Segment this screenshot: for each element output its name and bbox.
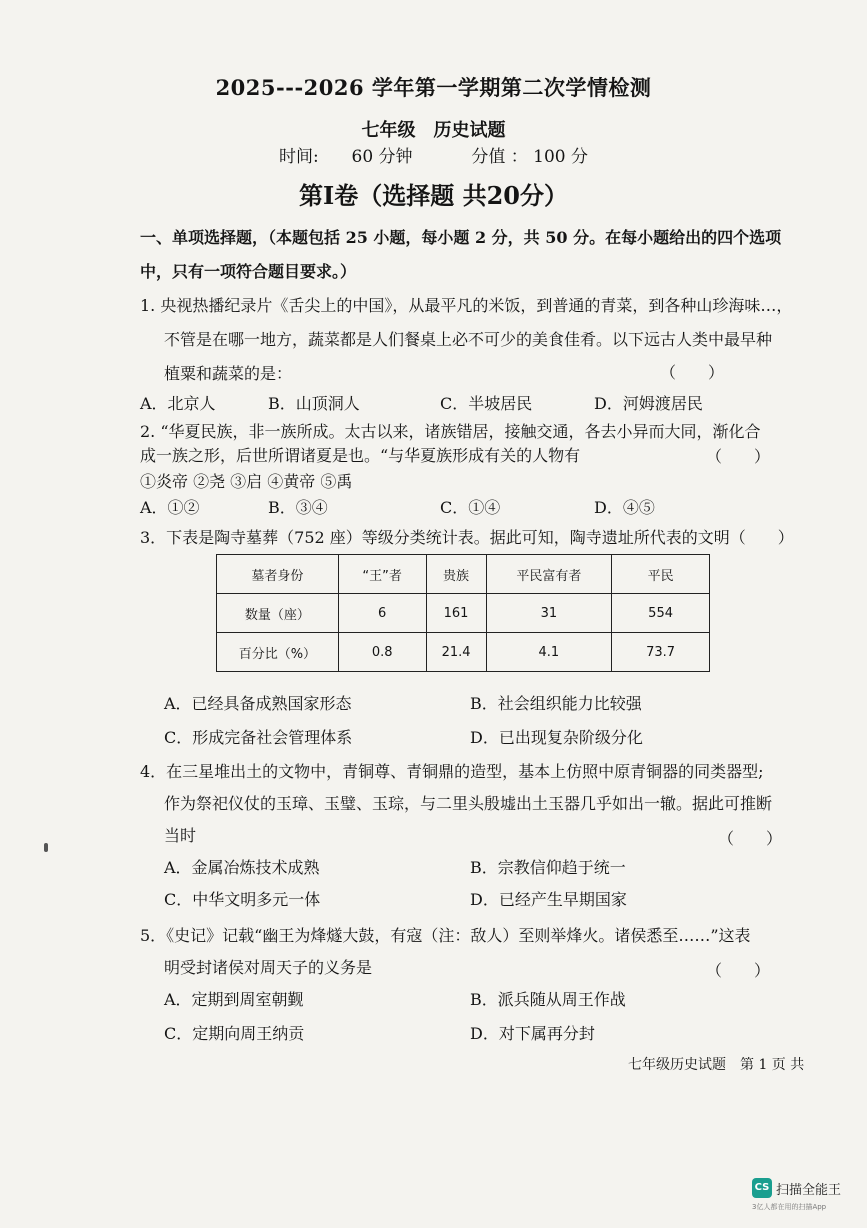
q5-answer-paren[interactable]: （ ）: [706, 961, 771, 980]
q5-line-1: 5．《史记》记载“幽王为烽燧大鼓，有寇（注：敌人）至则举烽火。诸侯悉至……”这表: [140, 926, 751, 945]
q2-line-2: 成一族之形，后世所谓诸夏是也。“与华夏族形成有关的人物有: [140, 446, 581, 465]
q2-option-b[interactable]: B．③④: [268, 498, 328, 517]
table-header-cell: 贵族: [426, 555, 486, 594]
q5-option-d[interactable]: D．对下属再分封: [470, 1024, 595, 1043]
table-row: [217, 633, 710, 672]
q1-option-b[interactable]: B．山顶洞人: [268, 394, 360, 413]
table-cell: 百分比（%）: [217, 633, 339, 672]
table-cell: 6: [338, 594, 426, 633]
exam-meta: [0, 142, 867, 167]
q3-option-b[interactable]: B．社会组织能力比较强: [470, 694, 642, 713]
q4-answer-paren[interactable]: （ ）: [718, 829, 783, 848]
time-label: 时间:: [278, 147, 319, 167]
instructions-line-2: 中，只有一项符合题目要求。）: [140, 262, 357, 281]
q2-answer-paren[interactable]: （ ）: [706, 447, 771, 466]
section-title: 第Ⅰ卷（选择题 共20分）: [299, 181, 568, 210]
q1-option-a[interactable]: A．北京人: [140, 394, 216, 413]
scanner-name: 扫描全能王: [776, 1183, 842, 1198]
q2-line-1: 2. “华夏民族，非一族所成。太古以来，诸族错居，接触交通，各去小异而大同，渐化合: [140, 422, 761, 441]
q4-line-3: 当时: [164, 826, 197, 845]
q4-option-a[interactable]: A．金属冶炼技术成熟: [164, 858, 320, 877]
table-header-row: [217, 555, 710, 594]
exam-title: 2025---2026 学年第一学期第二次学情检测: [215, 75, 652, 100]
q5-option-c[interactable]: C．定期向周王纳贡: [164, 1024, 305, 1043]
q2-option-c[interactable]: C．①④: [440, 498, 501, 517]
q1-option-c[interactable]: C．半坡居民: [440, 394, 533, 413]
tomb-stats-table: [216, 554, 710, 672]
instructions-line-1: 一、单项选择题，（本题包括 25 小题，每小题 2 分，共 50 分。在每小题给出的四个选项: [140, 228, 782, 247]
q4-option-b[interactable]: B．宗教信仰趋于统一: [470, 858, 626, 877]
page-footer: 七年级历史试题 第 1 页 共: [628, 1057, 805, 1073]
scanner-watermark: [752, 1178, 862, 1218]
q4-option-c[interactable]: C．中华文明多元一体: [164, 890, 321, 909]
q5-option-b[interactable]: B．派兵随从周王作战: [470, 990, 626, 1009]
q3-line-1: 3．下表是陶寺墓葬（752 座）等级分类统计表。据此可知，陶寺遗址所代表的文明（ ）: [140, 528, 794, 547]
q1-line-1: 1. 央视热播纪录片《舌尖上的中国》，从最平凡的米饭，到普通的青菜，到各种山珍海味…，: [140, 296, 793, 315]
q5-line-2: 明受封诸侯对周天子的义务是: [164, 958, 373, 977]
q4-line-1: 4．在三星堆出土的文物中，青铜尊、青铜鼎的造型，基本上仿照中原青铜器的同类器型;: [140, 762, 764, 781]
q3-option-a[interactable]: A．已经具备成熟国家形态: [164, 694, 352, 713]
table-header-cell: “王”者: [338, 555, 426, 594]
table-header-cell: 平民富有者: [486, 555, 612, 594]
table-header-cell: 平民: [612, 555, 710, 594]
table-row: [217, 594, 710, 633]
time-value: 60 分钟: [351, 147, 413, 167]
scanner-tagline: 3亿人都在用的扫描App: [752, 1203, 827, 1211]
table-header-cell: 墓者身份: [217, 555, 339, 594]
table-cell: 161: [426, 594, 486, 633]
q2-option-a[interactable]: A．①②: [140, 498, 200, 517]
table-cell: 73.7: [612, 633, 710, 672]
q5-option-a[interactable]: A．定期到周室朝觐: [164, 990, 304, 1009]
table-cell: 554: [612, 594, 710, 633]
table-cell: 21.4: [426, 633, 486, 672]
q4-line-2: 作为祭祀仪仗的玉璋、玉璧、玉琮，与二里头殷墟出土玉器几乎如出一辙。据此可推断: [164, 794, 773, 813]
q4-option-d[interactable]: D．已经产生早期国家: [470, 890, 627, 909]
q1-line-3: 植粟和蔬菜的是：: [164, 364, 293, 383]
cs-logo-icon: CS: [752, 1178, 772, 1198]
q1-line-2: 不管是在哪一地方，蔬菜都是人们餐桌上必不可少的美食佳肴。以下远古人类中最早种: [164, 330, 773, 349]
table-cell: 0.8: [338, 633, 426, 672]
q1-option-d[interactable]: D．河姆渡居民: [594, 394, 703, 413]
scan-speck: [44, 843, 48, 852]
exam-subtitle: 七年级 历史试题: [361, 120, 506, 141]
table-cell: 31: [486, 594, 612, 633]
table-cell: 数量（座）: [217, 594, 339, 633]
q2-line-3: ①炎帝 ②尧 ③启 ④黄帝 ⑤禹: [140, 472, 353, 491]
table-cell: 4.1: [486, 633, 612, 672]
q2-option-d[interactable]: D．④⑤: [594, 498, 655, 517]
q1-answer-paren[interactable]: （ ）: [660, 363, 725, 382]
q3-option-d[interactable]: D．已出现复杂阶级分化: [470, 728, 643, 747]
q3-option-c[interactable]: C．形成完备社会管理体系: [164, 728, 353, 747]
score-label: 分值 ：: [471, 147, 528, 167]
score-value: 100 分: [533, 147, 589, 167]
